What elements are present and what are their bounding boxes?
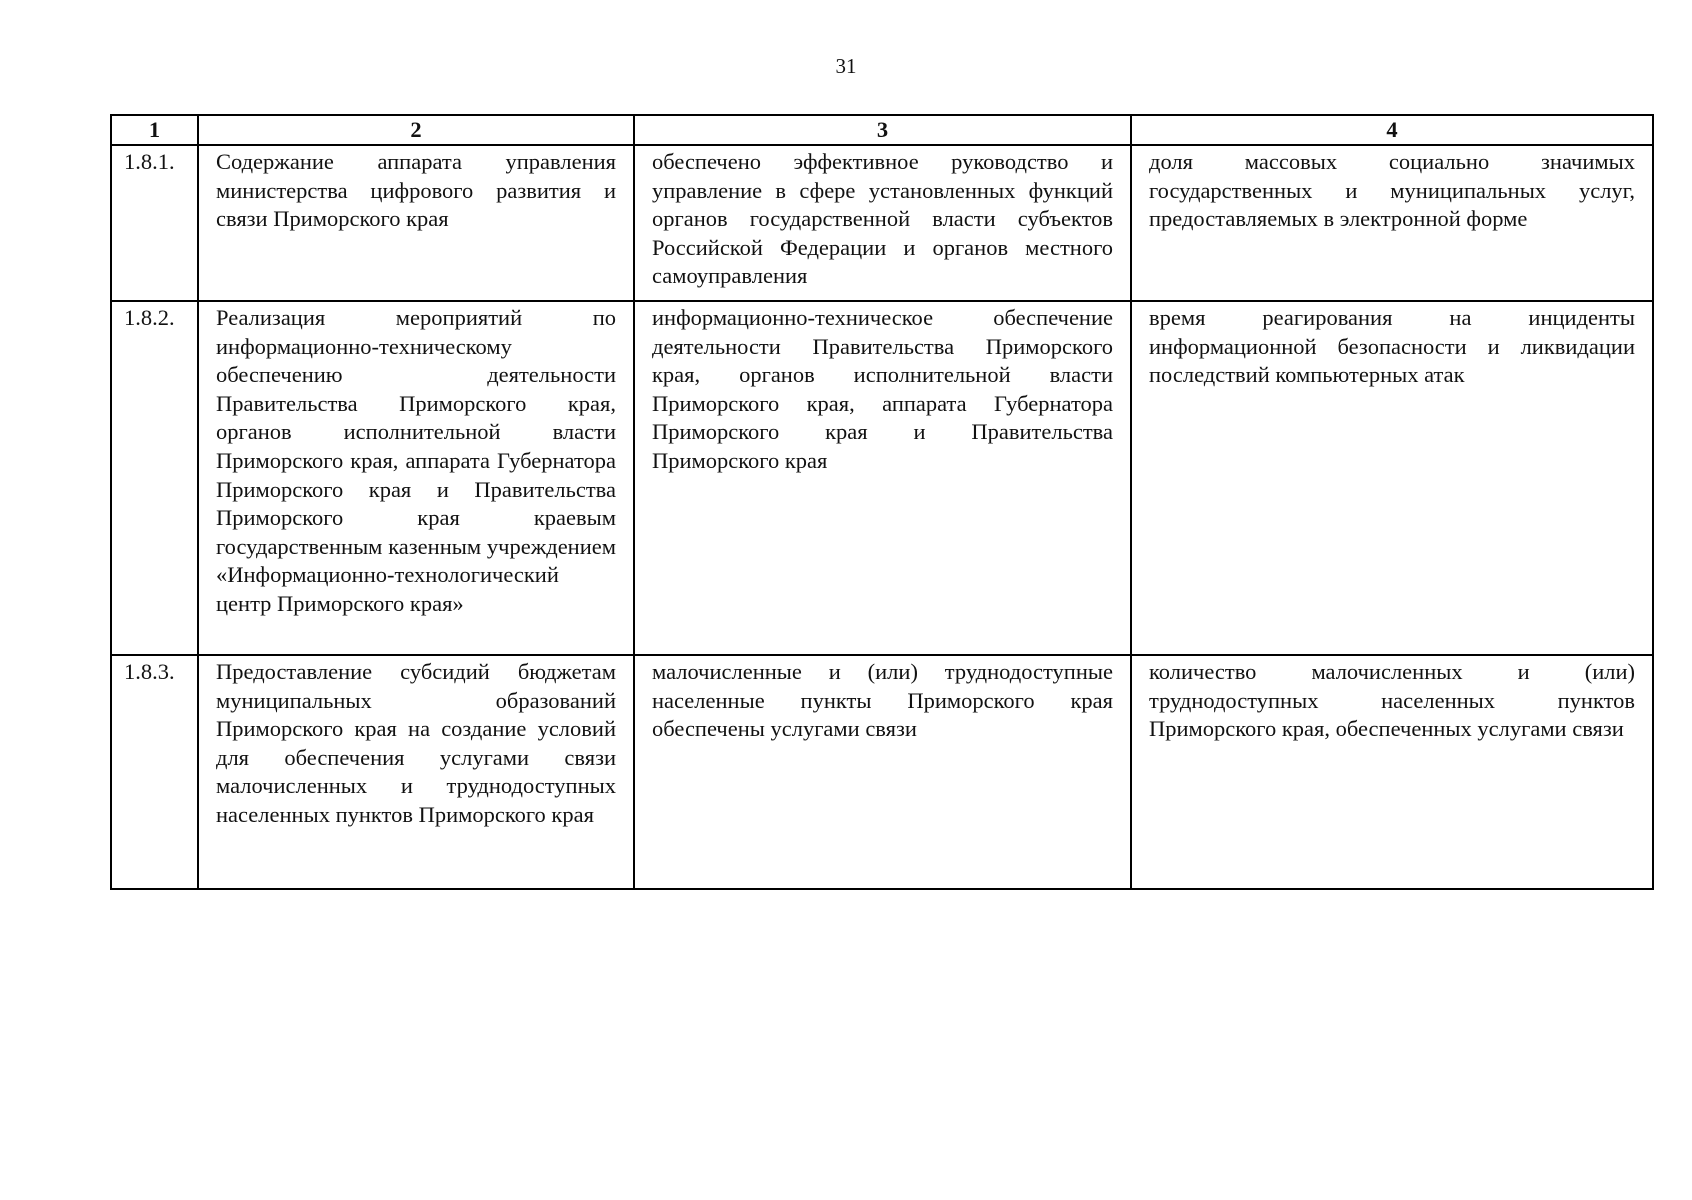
indicator-cell: доля массовых социально значимых государственных и муниципальных услуг, предоставляемых в электронной форме [1131, 145, 1653, 301]
expected-result-cell: информационно-техническое обеспечение деятельности Правительства Приморского края, органов исполнительной власти Приморского края, аппарата Губернатора Приморского края и Правительства Приморского края [634, 301, 1131, 655]
column-header-3: 3 [634, 115, 1131, 145]
page-number: 31 [835, 54, 857, 78]
event-name-cell: Реализация мероприятий по информационно-техническому обеспечению деятельности Правительства Приморского края, органов исполнительной власти Приморского края, аппарата Губернатора Приморского края и Правительства Приморского края краевым государственным казенным учреждением «Информационно-технологический центр Приморского края» [198, 301, 634, 655]
table-row [111, 655, 1653, 889]
row-number-cell: 1.8.3. [111, 655, 198, 889]
table-row [111, 301, 1653, 655]
column-header-1: 1 [111, 115, 198, 145]
indicator-cell: количество малочисленных и (или) труднодоступных населенных пунктов Приморского края, обеспеченных услугами связи [1131, 655, 1653, 889]
table-header-row [111, 115, 1653, 145]
indicator-cell: время реагирования на инциденты информационной безопасности и ликвидации последствий компьютерных атак [1131, 301, 1653, 655]
expected-result-cell: обеспечено эффективное руководство и управление в сфере установленных функций органов государственной власти субъектов Российской Федерации и органов местного самоуправления [634, 145, 1131, 301]
column-header-4: 4 [1131, 115, 1653, 145]
program-events-table [110, 114, 1654, 890]
event-name-cell: Предоставление субсидий бюджетам муниципальных образований Приморского края на создание условий для обеспечения услугами связи малочисленных и труднодоступных населенных пунктов Приморского края [198, 655, 634, 889]
row-number-cell: 1.8.1. [111, 145, 198, 301]
row-number-cell: 1.8.2. [111, 301, 198, 655]
expected-result-cell: малочисленные и (или) труднодоступные населенные пункты Приморского края обеспечены услугами связи [634, 655, 1131, 889]
table-row [111, 145, 1653, 301]
event-name-cell: Содержание аппарата управления министерства цифрового развития и связи Приморского края [198, 145, 634, 301]
column-header-2: 2 [198, 115, 634, 145]
